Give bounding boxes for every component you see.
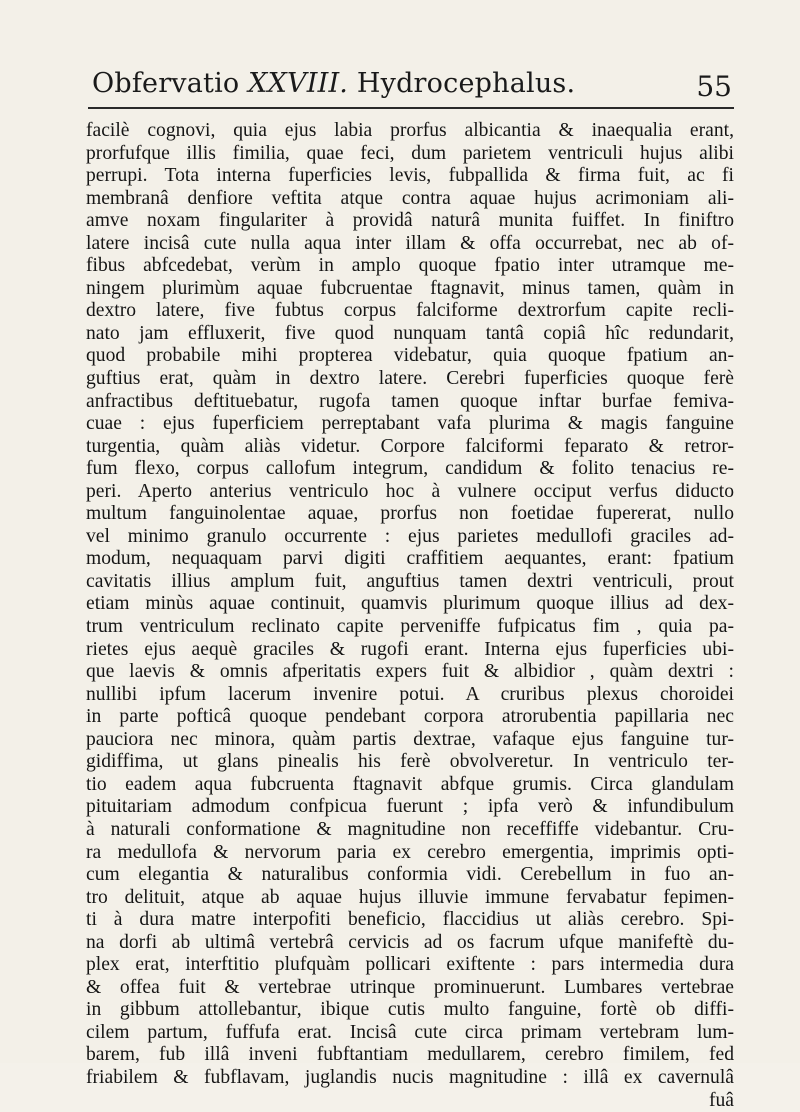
page-number: 55 [696, 70, 732, 103]
header-rule [88, 107, 734, 109]
text-line: guftius erat, quàm in dextro latere. Cerebri fuperficies quoque ferè [86, 368, 734, 390]
text-line: etiam minùs aquae continuit, quamvis plurimum quoque illius ad dex- [86, 593, 734, 615]
running-head [92, 68, 575, 99]
text-line: barem, fub illâ inveni fubftantiam medullarem, cerebro fimilem, fed [86, 1044, 734, 1066]
text-line: perrupi. Tota interna fuperficies levis, fubpallida & firma fuit, ac fi [86, 165, 734, 187]
text-line: amve noxam fingulariter à providâ naturâ munita fuiffet. In finiftro [86, 210, 734, 232]
text-line: nato jam effluxerit, five quod nunquam tantâ copiâ hîc redundarit, [86, 322, 734, 344]
text-line: nullibi ipfum lacerum invenire potui. A cruribus plexus choroidei [86, 683, 734, 705]
text-line: dextro latere, five fubtus corpus falciforme dextrorfum capite recli- [86, 300, 734, 322]
text-line: cavitatis illius amplum fuit, anguftius tamen dextri ventriculi, prout [86, 570, 734, 592]
text-line: que laevis & omnis afperitatis expers fuit & albidior , quàm dextri : [86, 661, 734, 683]
text-line: friabilem & fubflavam, juglandis nucis magnitudine : illâ ex cavernulâ [86, 1066, 734, 1088]
text-line: in parte pofticâ quoque pendebant corpora atrorubentia papillaria nec [86, 706, 734, 728]
text-line: à naturali conformatione & magnitudine non receffiffe videbantur. Cru- [86, 818, 734, 840]
text-line: cuae : ejus fuperficiem perreptabant vafa plurima & magis fanguine [86, 413, 734, 435]
text-line: fum flexo, corpus callofum integrum, candidum & folito tenacius re- [86, 458, 734, 480]
text-line: prorfufque illis fimilia, quae feci, dum parietem ventriculi hujus alibi [86, 142, 734, 164]
text-line: peri. Aperto anterius ventriculo hoc à vulnere occiput verfus diducto [86, 480, 734, 502]
running-head-italic: XXVIII. [248, 68, 349, 99]
text-line: membranâ denfiore veftita atque contra aquae hujus acrimoniam ali- [86, 187, 734, 209]
text-line: rietes ejus aequè graciles & rugofi erant. Interna ejus fuperficies ubi- [86, 638, 734, 660]
body-text [86, 120, 734, 1112]
running-head-roman: Obfervatio [92, 68, 249, 99]
text-line: tro delituit, atque ab aquae hujus illuvie immune fervabatur fepimen- [86, 886, 734, 908]
text-line: in gibbum attollebantur, ibique cutis multo fanguine, fortè ob diffi- [86, 999, 734, 1021]
text-line: fibus abfcedebat, verùm in amplo quoque fpatio inter utramque me- [86, 255, 734, 277]
text-line: pauciora nec minora, quàm partis dextrae, vafaque ejus fanguine tur- [86, 728, 734, 750]
running-head-tail: Hydrocephalus. [348, 68, 576, 99]
text-line: cum elegantia & naturalibus conformia vidi. Cerebellum in fuo an- [86, 864, 734, 886]
text-line: pituitariam admodum confpicua fuerunt ; ipfa verò & infundibulum [86, 796, 734, 818]
text-line: anfractibus deftituebatur, rugofa tamen quoque inftar burfae femiva- [86, 390, 734, 412]
text-line: tio eadem aqua fubcruenta ftagnavit abfque grumis. Circa glandulam [86, 773, 734, 795]
text-line: & offea fuit & vertebrae utrinque prominuerunt. Lumbares vertebrae [86, 976, 734, 998]
text-line: gidiffima, ut glans pinealis his ferè obvolveretur. In ventriculo ter- [86, 751, 734, 773]
text-line: latere incisâ cute nulla aqua inter illam & offa occurrebat, nec ab of- [86, 232, 734, 254]
text-line: ra medullofa & nervorum paria ex cerebro emergentia, imprimis opti- [86, 841, 734, 863]
text-line: fuâ [708, 1089, 734, 1111]
text-line: quod probabile mihi propterea videbatur, quia quoque fpatium an- [86, 345, 734, 367]
text-line: plex erat, interftitio plufquàm pollicari exiftente : pars intermedia dura [86, 954, 734, 976]
text-line: turgentia, quàm aliàs videtur. Corpore falciformi feparato & retror- [86, 435, 734, 457]
text-line: cilem partum, fuffufa erat. Incisâ cute circa primam vertebram lum- [86, 1021, 734, 1043]
page-header [92, 68, 732, 108]
text-line: facilè cognovi, quia ejus labia prorfus albicantia & inaequalia erant, [86, 120, 734, 141]
text-line: modum, nequaquam parvi digiti craffitiem aequantes, erant: fpatium [86, 548, 734, 570]
text-line: na dorfi ab ultimâ vertebrâ cervicis ad os facrum ufque manifeftè du- [86, 931, 734, 953]
text-line: trum ventriculum reclinato capite perveniffe fufpicatus fim , quia pa- [86, 616, 734, 638]
text-line: multum fanguinolentae aquae, prorfus non foetidae fupererat, nullo [86, 503, 734, 525]
text-line: vel minimo granulo occurrente : ejus parietes medullofi graciles ad- [86, 525, 734, 547]
text-line: ti à dura matre interpofiti beneficio, flaccidius ut aliàs cerebro. Spi- [86, 909, 734, 931]
text-line: ningem plurimùm aquae fubcruentae ftagnavit, minus tamen, quàm in [86, 277, 734, 299]
